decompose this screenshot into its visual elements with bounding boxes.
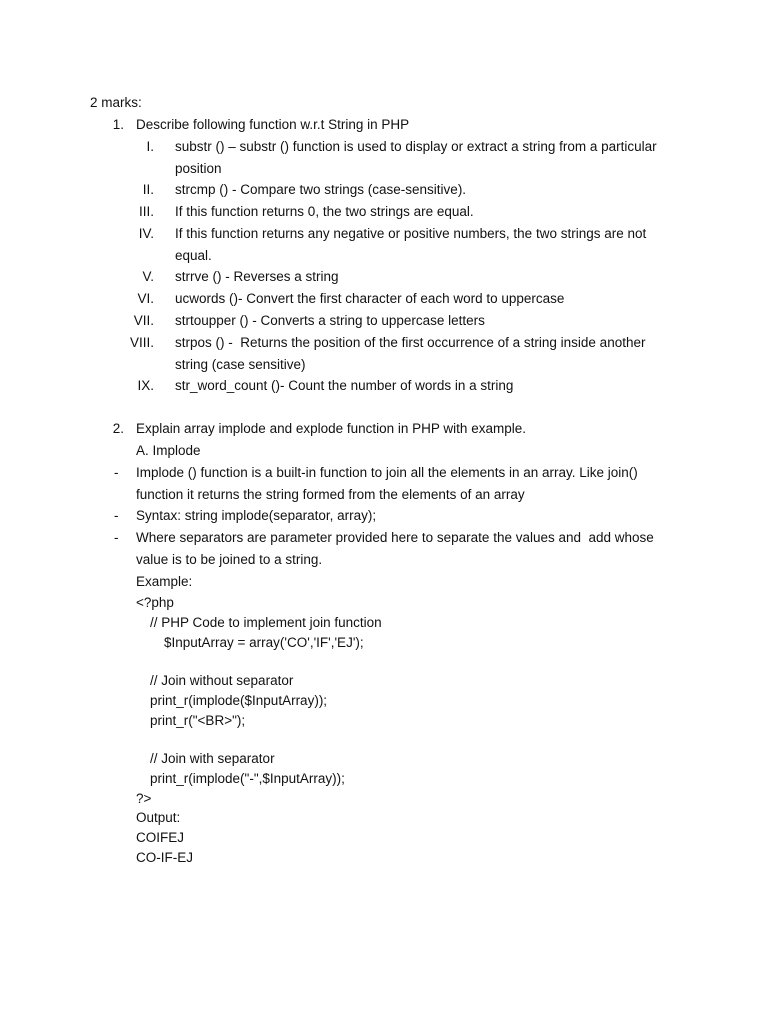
bullet-text: Implode () function is a built-in function to join all the elements in an array. Like join() <box>136 465 638 480</box>
q1-item-text: strcmp () - Compare two strings (case-sensitive). <box>175 182 467 197</box>
bullet-text: function it returns the string formed from the elements of an array <box>136 487 525 502</box>
code-open-tag: <?php <box>136 595 174 610</box>
q1-item-roman: VII. <box>133 313 154 328</box>
code-line: print_r("<BR>"); <box>150 713 246 728</box>
q1-number: 1. <box>112 117 124 132</box>
q2-number: 2. <box>112 421 124 436</box>
q1-item-text: str_word_count ()- Count the number of words in a string <box>175 378 514 393</box>
q1-item-roman: IX. <box>137 378 154 393</box>
output-label: Output: <box>136 810 181 825</box>
bullet-dash: - <box>114 465 119 480</box>
code-comment: // PHP Code to implement join function <box>150 615 382 630</box>
output-line: COIFEJ <box>136 830 185 845</box>
q1-item-text: strtoupper () - Converts a string to uppercase letters <box>175 313 485 328</box>
q1-item-roman: I. <box>146 139 154 154</box>
code-line: print_r(implode("-",$InputArray)); <box>150 771 345 786</box>
bullet-text: Where separators are parameter provided here to separate the values and add whose <box>136 530 654 545</box>
q1-title: Describe following function w.r.t String in PHP <box>136 117 410 132</box>
q1-item-text: strrve () - Reverses a string <box>175 269 339 284</box>
q2-title: Explain array implode and explode function in PHP with example. <box>136 421 526 436</box>
q1-item-text: ucwords ()- Convert the first character of each word to uppercase <box>175 291 565 306</box>
code-line: $InputArray = array('CO','IF','EJ'); <box>164 635 364 650</box>
q1-item-roman: VIII. <box>129 335 154 350</box>
q1-item-roman: IV. <box>138 226 154 241</box>
q1-item-text: strpos () - Returns the position of the first occurrence of a string inside another <box>175 335 646 350</box>
q1-item-roman: III. <box>138 204 154 219</box>
bullet-dash: - <box>114 508 119 523</box>
bullet-dash: - <box>114 530 119 545</box>
q1-item-text: string (case sensitive) <box>175 357 306 372</box>
output-line: CO-IF-EJ <box>136 850 193 865</box>
q1-item-roman: V. <box>142 269 154 284</box>
q1-item-roman: II. <box>142 182 154 197</box>
section-heading: 2 marks: <box>90 95 142 110</box>
bullet-text: Syntax: string implode(separator, array); <box>136 508 377 523</box>
code-close-tag: ?> <box>136 791 152 806</box>
q1-item-text: equal. <box>175 248 212 263</box>
example-label: Example: <box>136 574 193 589</box>
code-line: print_r(implode($InputArray)); <box>150 693 328 708</box>
q1-item-text: substr () – substr () function is used to display or extract a string from a particular <box>175 139 657 154</box>
bullet-text: value is to be joined to a string. <box>136 552 323 567</box>
q2-subheading: A. Implode <box>136 443 201 458</box>
code-comment: // Join without separator <box>150 673 294 688</box>
code-comment: // Join with separator <box>150 751 275 766</box>
q1-item-roman: VI. <box>137 291 154 306</box>
q1-item-text: If this function returns 0, the two strings are equal. <box>175 204 474 219</box>
q1-item-text: position <box>175 161 222 176</box>
q1-item-text: If this function returns any negative or positive numbers, the two strings are not <box>175 226 647 241</box>
